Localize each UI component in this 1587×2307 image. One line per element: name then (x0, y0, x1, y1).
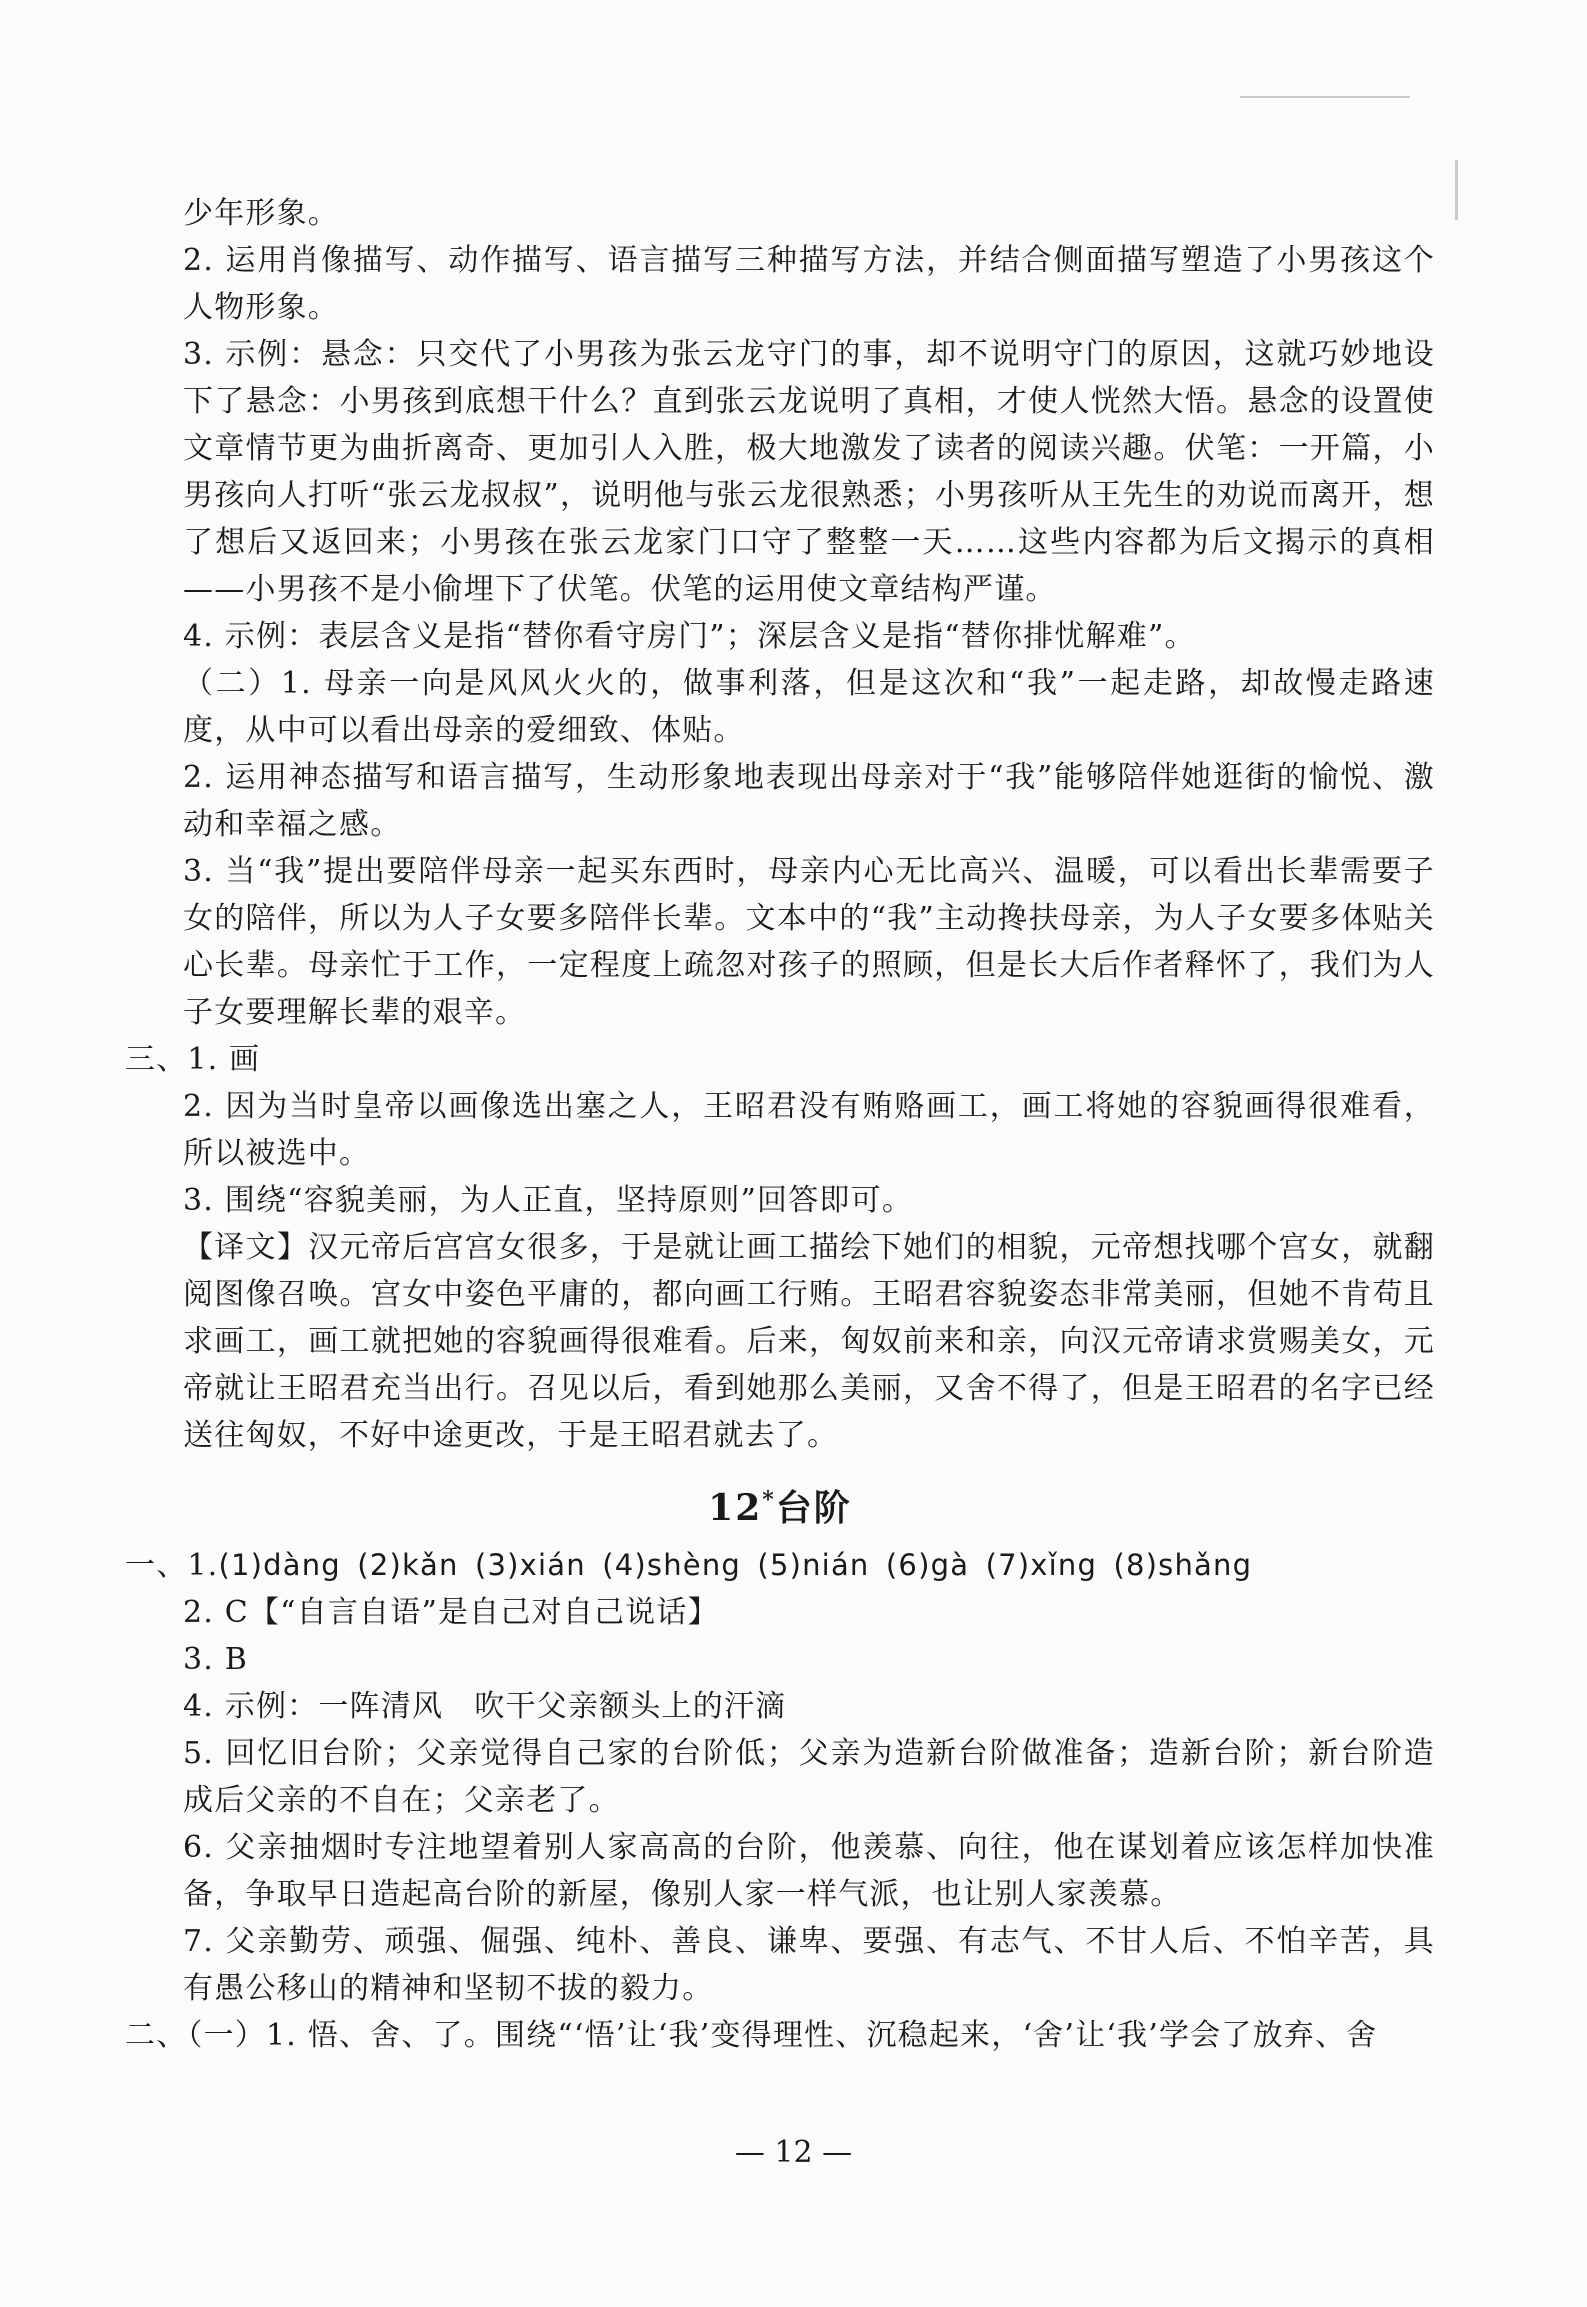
answer-line: （二）1. 母亲一向是风风火火的，做事利落，但是这次和“我”一起走路，却故慢走路速度，从中可以看出母亲的爱细致、体贴。 (183, 666, 1435, 748)
answer-line: 2. 因为当时皇帝以画像选出塞之人，王昭君没有贿赂画工，画工将她的容貌画得很难看，所以被选中。 (183, 1089, 1435, 1171)
answer-key-body (125, 190, 1435, 2059)
answer-line: 4. 示例：表层含义是指“替你看守房门”；深层含义是指“替你排忧解难”。 (183, 619, 1196, 654)
answer-line: 6. 父亲抽烟时专注地望着别人家高高的台阶，他羡慕、向往，他在谋划着应该怎样加快准备，争取早日造起高台阶的新屋，像别人家一样气派，也让别人家羡慕。 (183, 1830, 1435, 1912)
answer-line: 2. 运用肖像描写、动作描写、语言描写三种描写方法，并结合侧面描写塑造了小男孩这个人物形象。 (183, 243, 1435, 325)
question-prefix: 一、1. (125, 1548, 219, 1583)
answer-line: 4. 示例：一阵清风 吹干父亲额头上的汗滴 (183, 1689, 787, 1724)
answer-line (125, 1542, 1435, 1589)
answer-line: 3. 示例：悬念：只交代了小男孩为张云龙守门的事，却不说明守门的原因，这就巧妙地设下了悬念：小男孩到底想干什么？直到张云龙说明了真相，才使人恍然大悟。悬念的设置使文章情节更为曲折离奇、更加引人入胜，极大地激发了读者的阅读兴趣。伏笔：一开篇，小男孩向人打听“张云龙叔叔”，说明他与张云龙很熟悉；小男孩听从王先生的劝说而离开，想了想后又返回来；小男孩在张云龙家门口守了整整一天……这些内容都为后文揭示的真相——小男孩不是小偷埋下了伏笔。伏笔的运用使文章结构严谨。 (183, 337, 1435, 607)
answer-line: 二、（一）1. 悟、舍、了。围绕“‘悟’让‘我’变得理性、沉稳起来，‘舍’让‘我’学会了放弃、舍 (125, 2018, 1378, 2053)
scan-artifact (1240, 96, 1410, 98)
answer-line: 3. 围绕“容貌美丽，为人正直，坚持原则”回答即可。 (183, 1183, 914, 1218)
answer-line: 3. 当“我”提出要陪伴母亲一起买东西时，母亲内心无比高兴、温暖，可以看出长辈需要子女的陪伴，所以为人子女要多陪伴长辈。文本中的“我”主动搀扶母亲，为人子女要多体贴关心长辈。母亲忙于工作，一定程度上疏忽对孩子的照顾，但是长大后作者释怀了，我们为人子女要理解长辈的艰辛。 (183, 854, 1435, 1030)
answer-line: 3. B (183, 1642, 249, 1677)
pinyin-answers: (1)dàng (2)kǎn (3)xián (4)shèng (5)nián (6)gà (7)xǐng (8)shǎng (218, 1548, 1253, 1582)
answer-line: 7. 父亲勤劳、顽强、倔强、纯朴、善良、谦卑、要强、有志气、不甘人后、不怕辛苦，具有愚公移山的精神和坚韧不拔的毅力。 (183, 1924, 1435, 2006)
page-number: — 12 — (734, 2135, 853, 2170)
section-heading (125, 1477, 1435, 1532)
section-title: 台阶 (775, 1487, 852, 1529)
answer-line: 5. 回忆旧台阶；父亲觉得自己家的台阶低；父亲为造新台阶做准备；造新台阶；新台阶造成后父亲的不自在；父亲老了。 (183, 1736, 1435, 1818)
section-number: 12 (708, 1487, 763, 1529)
translation-paragraph: 【译文】汉元帝后宫宫女很多，于是就让画工描绘下她们的相貌，元帝想找哪个宫女，就翻阅图像召唤。宫女中姿色平庸的，都向画工行贿。王昭君容貌姿态非常美丽，但她不肯苟且求画工，画工就把她的容貌画得很难看。后来，匈奴前来和亲，向汉元帝请求赏赐美女，元帝就让王昭君充当出行。召见以后，看到她那么美丽，又舍不得了，但是王昭君的名字已经送往匈奴，不好中途更改，于是王昭君就去了。 (183, 1230, 1435, 1453)
answer-line: 少年形象。 (183, 196, 339, 231)
answer-line: 2. 运用神态描写和语言描写，生动形象地表现出母亲对于“我”能够陪伴她逛街的愉悦、激动和幸福之感。 (183, 760, 1435, 842)
answer-line: 三、1. 画 (125, 1042, 261, 1077)
scan-artifact (1455, 160, 1458, 220)
answer-line: 2. C【“自言自语”是自己对自己说话】 (183, 1595, 719, 1630)
section-mark: * (762, 1487, 776, 1513)
